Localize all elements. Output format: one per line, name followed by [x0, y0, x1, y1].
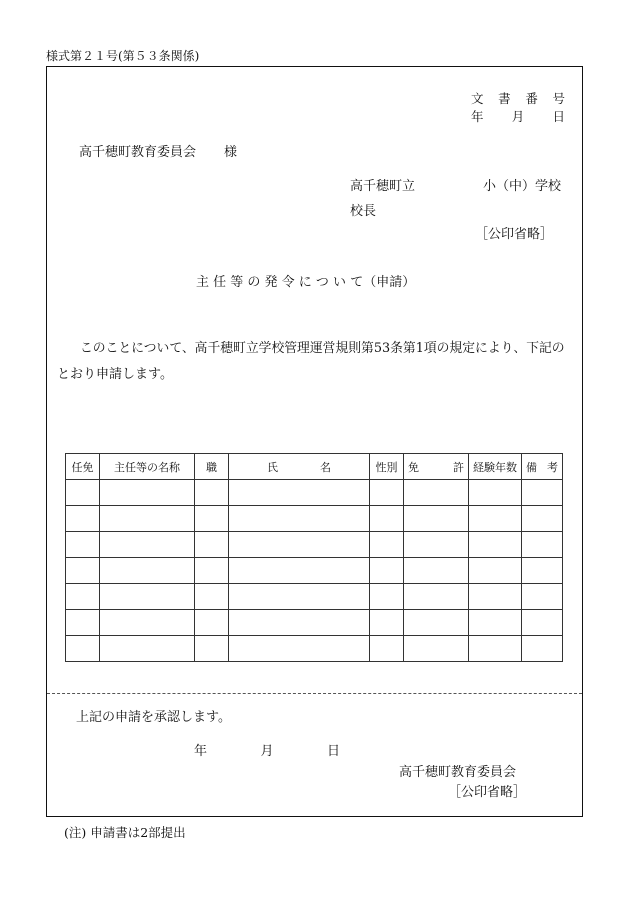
table-cell[interactable]	[195, 636, 229, 662]
page-title: 主 任 等 の 発 令 に つ い て（申請）	[196, 275, 416, 290]
document-date-label: 年 月 日	[471, 109, 565, 124]
table-cell[interactable]	[370, 506, 404, 532]
body-line-2: とおり申請します。	[57, 367, 173, 382]
table-cell[interactable]	[229, 506, 370, 532]
table-cell[interactable]	[229, 532, 370, 558]
table-row	[66, 584, 563, 610]
table-cell[interactable]	[195, 532, 229, 558]
document-number-label: 文 書 番 号	[471, 91, 565, 106]
table-cell[interactable]	[195, 610, 229, 636]
table-cell[interactable]	[469, 584, 522, 610]
addressee-suffix: 様	[224, 145, 238, 160]
table-cell[interactable]	[370, 532, 404, 558]
footnote: (注) 申請書は2部提出	[64, 825, 186, 840]
table-cell[interactable]	[522, 506, 563, 532]
table-cell[interactable]	[229, 558, 370, 584]
table-cell[interactable]	[522, 532, 563, 558]
form-label: 様式第２１号(第５３条関係)	[46, 49, 200, 63]
table-cell[interactable]	[229, 610, 370, 636]
table-cell[interactable]	[100, 558, 195, 584]
table-cell[interactable]	[66, 506, 100, 532]
table-cell[interactable]	[195, 584, 229, 610]
sender-principal: 校長	[350, 204, 377, 219]
table-cell[interactable]	[195, 558, 229, 584]
table-cell[interactable]	[66, 558, 100, 584]
body-line-1: このことについて、高千穂町立学校管理運営規則第53条第1項の規定により、下記の	[80, 341, 565, 356]
header-remarks: 備 考	[522, 454, 563, 480]
header-position-name: 主任等の名称	[100, 454, 195, 480]
table-cell[interactable]	[522, 636, 563, 662]
header-years: 経験年数	[469, 454, 522, 480]
table-cell[interactable]	[66, 584, 100, 610]
table-cell[interactable]	[404, 584, 469, 610]
header-job: 職	[195, 454, 229, 480]
table-cell[interactable]	[404, 558, 469, 584]
table-cell[interactable]	[100, 506, 195, 532]
table-cell[interactable]	[66, 636, 100, 662]
table-cell[interactable]	[66, 532, 100, 558]
header-name: 氏 名	[229, 454, 370, 480]
table-cell[interactable]	[370, 558, 404, 584]
approval-divider	[47, 693, 582, 694]
table-cell[interactable]	[522, 480, 563, 506]
header-license: 免 許	[404, 454, 469, 480]
table-cell[interactable]	[229, 584, 370, 610]
header-appoint: 任免	[66, 454, 100, 480]
table-row	[66, 636, 563, 662]
table-cell[interactable]	[522, 610, 563, 636]
table-cell[interactable]	[404, 636, 469, 662]
table-row	[66, 610, 563, 636]
table-cell[interactable]	[404, 532, 469, 558]
table-cell[interactable]	[100, 636, 195, 662]
table-cell[interactable]	[522, 558, 563, 584]
table-cell[interactable]	[370, 480, 404, 506]
table-cell[interactable]	[469, 636, 522, 662]
table-header-row	[66, 454, 563, 480]
sender-school: 小（中）学校	[483, 179, 562, 194]
approval-date: 年 月 日	[194, 744, 340, 759]
table-row	[66, 532, 563, 558]
sender-town: 高千穂町立	[350, 179, 416, 194]
table-cell[interactable]	[370, 584, 404, 610]
table-cell[interactable]	[100, 480, 195, 506]
table-row	[66, 480, 563, 506]
table-cell[interactable]	[469, 610, 522, 636]
table-cell[interactable]	[469, 506, 522, 532]
table-cell[interactable]	[66, 610, 100, 636]
sender-seal: ［公印省略］	[475, 227, 554, 242]
addressee: 高千穂町教育委員会 様	[79, 145, 238, 160]
approval-text: 上記の申請を承認します。	[76, 710, 231, 725]
table-cell[interactable]	[195, 506, 229, 532]
table-cell[interactable]	[404, 480, 469, 506]
table-cell[interactable]	[370, 610, 404, 636]
table-cell[interactable]	[229, 480, 370, 506]
table-cell[interactable]	[100, 584, 195, 610]
table-cell[interactable]	[370, 636, 404, 662]
table-cell[interactable]	[522, 584, 563, 610]
header-sex: 性別	[370, 454, 404, 480]
approval-seal: ［公印省略］	[448, 785, 527, 800]
table-cell[interactable]	[469, 480, 522, 506]
table-row	[66, 558, 563, 584]
table-cell[interactable]	[100, 532, 195, 558]
table-cell[interactable]	[469, 558, 522, 584]
table-cell[interactable]	[229, 636, 370, 662]
appointment-table	[65, 453, 563, 662]
table-cell[interactable]	[100, 610, 195, 636]
table-cell[interactable]	[195, 480, 229, 506]
table-row	[66, 506, 563, 532]
approval-issuer: 高千穂町教育委員会	[399, 765, 517, 780]
table-cell[interactable]	[469, 532, 522, 558]
table-cell[interactable]	[66, 480, 100, 506]
table-cell[interactable]	[404, 610, 469, 636]
table-cell[interactable]	[404, 506, 469, 532]
